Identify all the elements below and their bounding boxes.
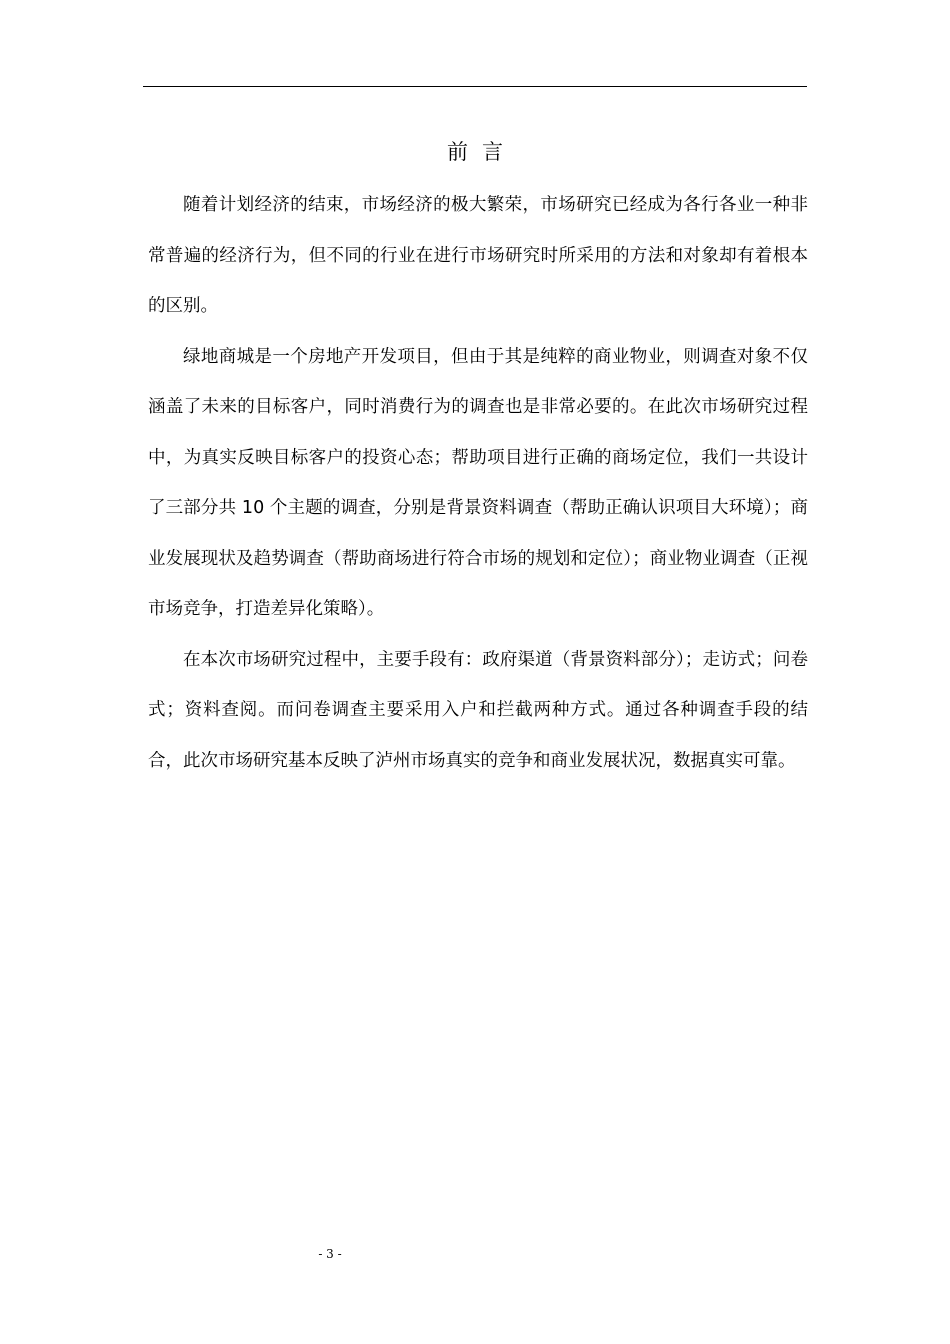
paragraph-3: 在本次市场研究过程中，主要手段有：政府渠道（背景资料部分）；走访式；问卷式；资料查阅。而问卷调查主要采用入户和拦截两种方式。通过各种调查手段的结合，此次市场研究基本反映了泸州市场真实的竞争和商业发展状况，数据真实可靠。 — [148, 649, 808, 771]
page-title: 前言 — [447, 140, 517, 164]
header-rule — [143, 86, 807, 87]
page-number: - 3 - — [318, 1247, 342, 1261]
paragraph-1: 随着计划经济的结束，市场经济的极大繁荣，市场研究已经成为各行各业一种非常普遍的经济行为，但不同的行业在进行市场研究时所采用的方法和对象却有着根本的区别。 — [148, 195, 808, 316]
paragraph-2: 绿地商城是一个房地产开发项目，但由于其是纯粹的商业物业，则调查对象不仅涵盖了未来的目标客户，同时消费行为的调查也是非常必要的。在此次市场研究过程中，为真实反映目标客户的投资心态；帮助项目进行正确的商场定位，我们一共设计了三部分共 10 个主题的调查，分别是背景资料调查（帮助正确认识项目大环境）；商业发展现状及趋势调查（帮助商场进行符合市场的规划和定位）；商业物业调查（正视市场竞争，打造差异化策略）。 — [148, 346, 808, 619]
body-text — [148, 180, 808, 786]
